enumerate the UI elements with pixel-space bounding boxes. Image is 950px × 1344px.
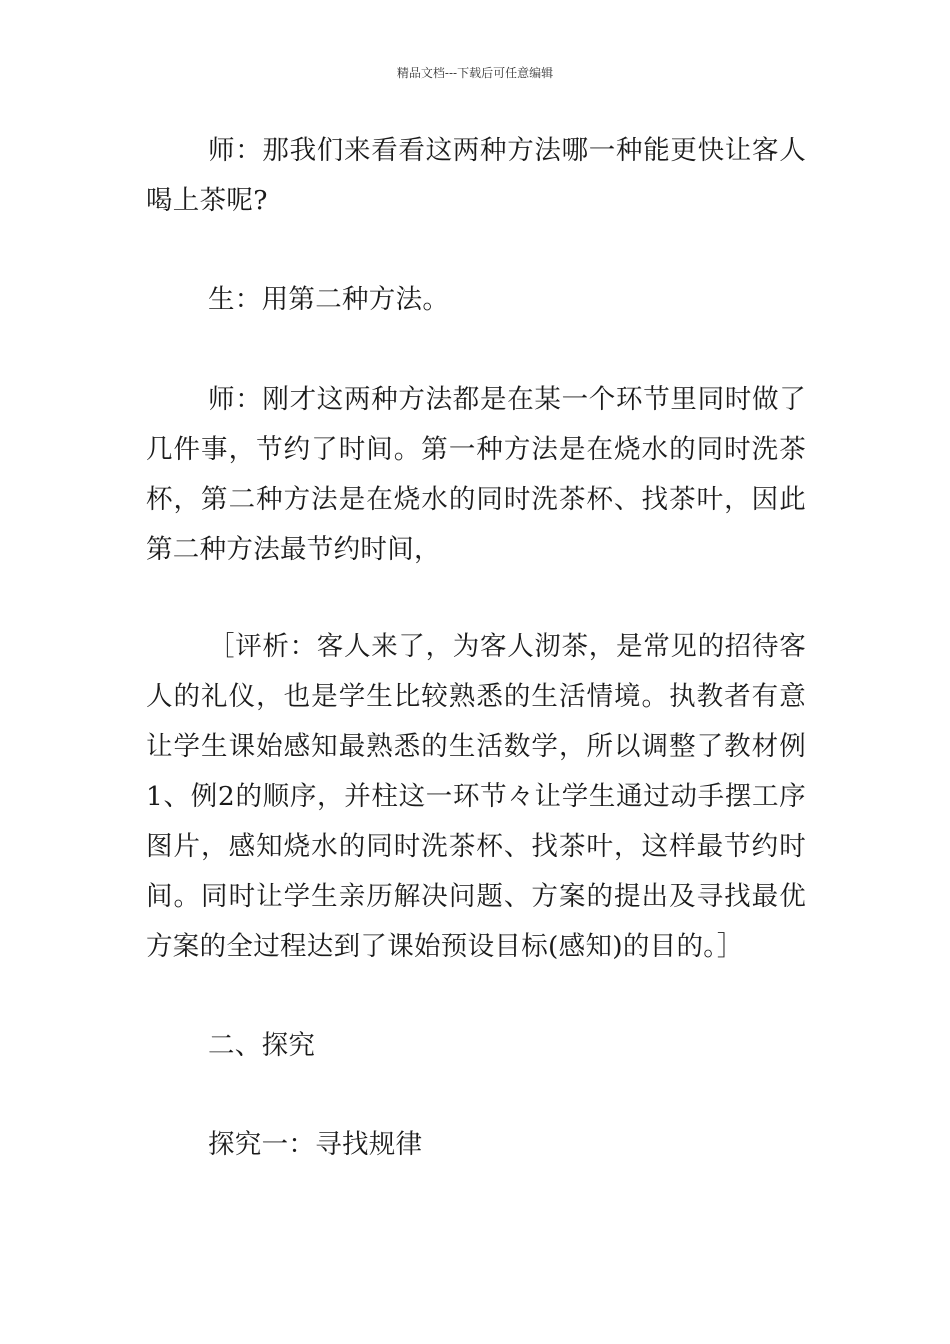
paragraph-text: ［评析：客人来了，为客人沏茶，是常见的招待客人的礼仪，也是学生比较熟悉的生活情境。执教者有意让学生课始感知最熟悉的生活数学，所以调整了教材例1、例2的顺序，并柱这一环节々让学生通过动手摆工序图片，感知烧水的同时洗茶杯、找茶叶，这样最节约时间。同时让学生亲历解决问题、方案的提出及寻找最优方案的全过程达到了课始预设目标(感知)的目的。］ <box>146 631 806 962</box>
paragraph-teacher-question <box>146 126 806 226</box>
paragraph-text: 生：用第二种方法。 <box>208 284 450 315</box>
section-heading <box>146 1021 806 1071</box>
subsection-heading-text: 探究一：寻找规律 <box>208 1129 423 1160</box>
paragraph-teacher-explanation <box>146 375 806 575</box>
section-heading-text: 二、探究 <box>208 1030 316 1061</box>
paragraph-text: 师：刚才这两种方法都是在某一个环节里同时做了几件事，节约了时间。第一种方法是在烧水的同时洗茶杯，第二种方法是在烧水的同时洗茶杯、找茶叶，因此第二种方法最节约时间， <box>146 384 806 565</box>
paragraph-student-answer <box>146 275 806 325</box>
subsection-heading <box>146 1120 806 1170</box>
page-header: 精品文档---下载后可任意编辑 <box>396 66 554 80</box>
paragraph-commentary <box>146 622 806 972</box>
paragraph-text: 师：那我们来看看这两种方法哪一种能更快让客人喝上茶呢? <box>146 135 806 216</box>
